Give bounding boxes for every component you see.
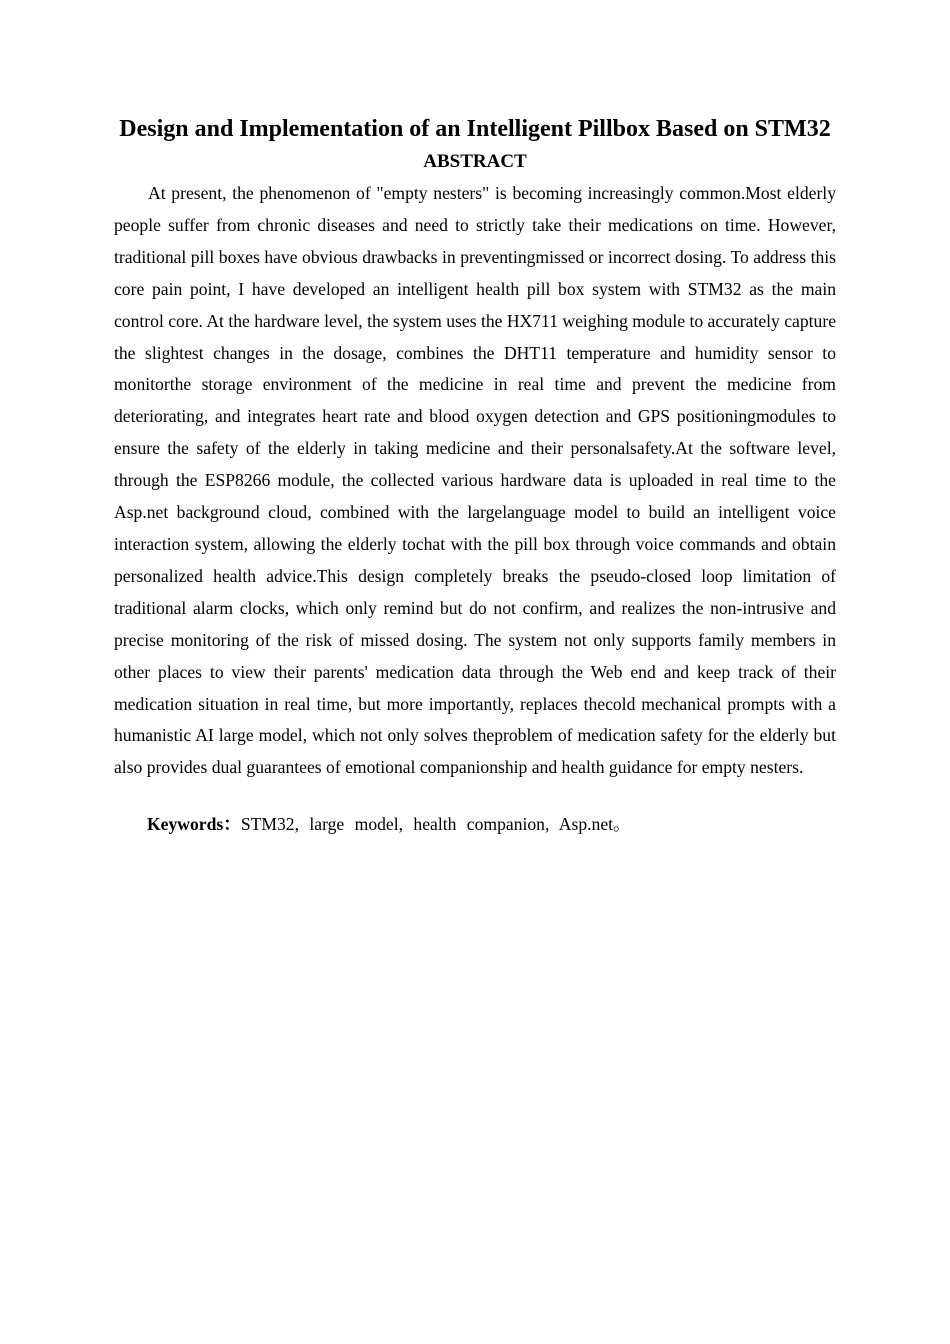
keywords-values: STM32, large model, health companion, Asp.net。 xyxy=(240,814,631,835)
keywords-label: Keywords： xyxy=(147,814,241,835)
abstract-heading: ABSTRACT xyxy=(423,151,527,172)
document-page xyxy=(114,113,836,840)
abstract-body: At present, the phenomenon of "empty nesters" is becoming increasingly common.Most elderly people suffer from chronic diseases and need to strictly take their medications on time. However, traditional pill boxes have obvious drawbacks in preventingmissed or incorrect dosing. To address this core pain point, I have developed an intelligent health pill box system with STM32 as the main control core. At the hardware level, the system uses the HX711 weighing module to accurately capture the slightest changes in the dosage, combines the DHT11 temperature and humidity sensor to monitorthe storage environment of the medicine in real time and prevent the medicine from deteriorating, and integrates heart rate and blood oxygen detection and GPS positioningmodules to ensure the safety of the elderly in taking medicine and their personalsafety.At the software level, through the ESP8266 module, the collected various hardware data is uploaded in real time to the Asp.net background cloud, combined with the largelanguage model to build an intelligent voice interaction system, allowing the elderly tochat with the pill box through voice commands and obtain personalized health advice.This design completely breaks the pseudo-closed loop limitation of traditional alarm clocks, which only remind but do not confirm, and realizes the non-intrusive and precise monitoring of the risk of missed dosing. The system not only supports family members in other places to view their parents' medication data through the Web end and keep track of their medication situation in real time, but more importantly, replaces thecold mechanical prompts with a humanistic AI large model, which not only solves theproblem of medication safety for the elderly but also provides dual guarantees of emotional companionship and health guidance for empty nesters. xyxy=(114,183,836,778)
paper-title: Design and Implementation of an Intelligent Pillbox Based on STM32 xyxy=(119,116,831,142)
keywords-line xyxy=(114,808,836,840)
